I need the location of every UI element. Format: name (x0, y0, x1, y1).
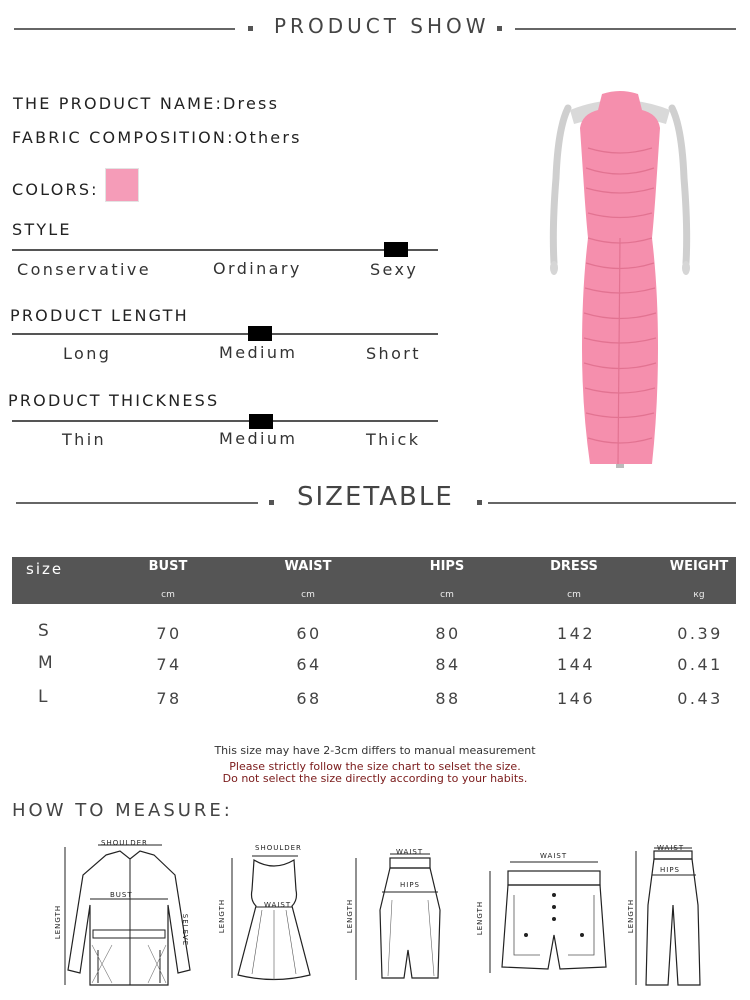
how-to-measure-title: HOW TO MEASURE: (12, 800, 233, 821)
sizetable-rule-left (16, 502, 258, 504)
size-column-header: size (26, 560, 64, 578)
thickness-option-thick: Thick (366, 430, 421, 449)
sizetable-dot-right (477, 500, 482, 505)
product-name: THE PRODUCT NAME:Dress (13, 94, 280, 113)
size-chart-warning: Please strictly follow the size chart to selset the size. (229, 760, 521, 773)
cell-l-waist: 68 (296, 689, 322, 708)
header-rule-right (515, 28, 736, 30)
length-scale-line (12, 333, 438, 335)
skirt-hips-label: HIPS (400, 881, 420, 889)
cell-m-weight: 0.41 (677, 655, 723, 674)
thickness-marker (249, 414, 273, 429)
cell-m-dress: 144 (556, 655, 596, 674)
skirt-waist-label: WAIST (396, 848, 424, 856)
product-show-title: PRODUCT SHOW (274, 14, 490, 38)
column-header-bust: BUST (148, 559, 188, 574)
cell-s-bust: 70 (156, 624, 182, 643)
column-header-hips: HIPS (429, 559, 465, 574)
length-title: PRODUCT LENGTH (10, 306, 189, 325)
cell-s-waist: 60 (296, 624, 322, 643)
dress-measure-diagram (222, 850, 312, 985)
column-unit-dress: cm (567, 590, 581, 600)
jacket-bust-label: BUST (110, 891, 133, 899)
style-marker (384, 242, 408, 257)
thickness-title: PRODUCT THICKNESS (8, 391, 220, 410)
shorts-length-label: LENGTH (476, 900, 485, 936)
cell-s-weight: 0.39 (677, 624, 723, 643)
sizetable-rule-right (488, 502, 736, 504)
skirt-measure-diagram (348, 850, 448, 985)
column-unit-hips: cm (440, 590, 454, 600)
skirt-length-label: LENGTH (346, 898, 355, 934)
length-marker (248, 326, 272, 341)
dress-waist-label: WAIST (264, 901, 292, 909)
length-option-medium: Medium (219, 343, 298, 362)
fabric-composition: FABRIC COMPOSITION:Others (12, 128, 302, 147)
style-title: STYLE (12, 220, 72, 239)
jacket-measure-diagram (50, 835, 200, 995)
header-dot-left (248, 26, 253, 31)
cell-s-hips: 80 (435, 624, 461, 643)
header-dot-right (497, 26, 502, 31)
cell-l-hips: 88 (435, 689, 461, 708)
size-habit-warning: Do not select the size directly according to your habits. (222, 772, 528, 785)
sizetable-dot-left (269, 500, 274, 505)
length-option-long: Long (63, 344, 112, 363)
jacket-length-label: LENGTH (54, 904, 63, 940)
colors-label: COLORS: (12, 180, 99, 199)
size-label-s: S (38, 621, 49, 641)
thickness-option-medium: Medium (219, 429, 298, 448)
style-scale-line (12, 249, 438, 251)
cell-s-dress: 142 (556, 624, 596, 643)
style-option-conservative: Conservative (17, 260, 151, 279)
sizetable-title: SIZETABLE (297, 482, 454, 512)
shorts-measure-diagram (478, 855, 608, 975)
header-rule-left (14, 28, 235, 30)
cell-m-bust: 74 (156, 655, 182, 674)
measurement-note: This size may have 2-3cm differs to manual measurement (214, 744, 536, 757)
column-header-waist: WAIST (284, 559, 332, 574)
thickness-scale-line (12, 420, 438, 422)
color-swatch-pink[interactable] (105, 168, 139, 202)
style-option-ordinary: Ordinary (213, 259, 302, 278)
cell-l-bust: 78 (156, 689, 182, 708)
dress-shoulder-label: SHOULDER (255, 844, 302, 852)
trousers-length-label: LENGTH (627, 898, 636, 934)
style-option-sexy: Sexy (370, 260, 419, 279)
cell-m-waist: 64 (296, 655, 322, 674)
column-unit-waist: cm (301, 590, 315, 600)
size-label-m: M (38, 653, 53, 673)
cell-l-dress: 146 (556, 689, 596, 708)
column-header-weight: WEIGHT (669, 559, 729, 574)
dress-length-label: LENGTH (218, 898, 227, 934)
column-header-dress: DRESS (550, 559, 598, 574)
size-label-l: L (38, 687, 48, 707)
length-option-short: Short (366, 344, 421, 363)
jacket-sleeve-label: SELEVE (181, 913, 190, 947)
cell-m-hips: 84 (435, 655, 461, 674)
column-unit-bust: cm (161, 590, 175, 600)
product-photo-dress (540, 88, 700, 468)
column-unit-weight: кg (693, 590, 705, 600)
size-table-header (12, 557, 736, 604)
trousers-waist-label: WAIST (657, 844, 685, 852)
cell-l-weight: 0.43 (677, 689, 723, 708)
jacket-shoulder-label: SHOULDER (101, 839, 148, 847)
trousers-hips-label: HIPS (660, 866, 680, 874)
thickness-option-thin: Thin (62, 430, 107, 449)
shorts-waist-label: WAIST (540, 852, 568, 860)
